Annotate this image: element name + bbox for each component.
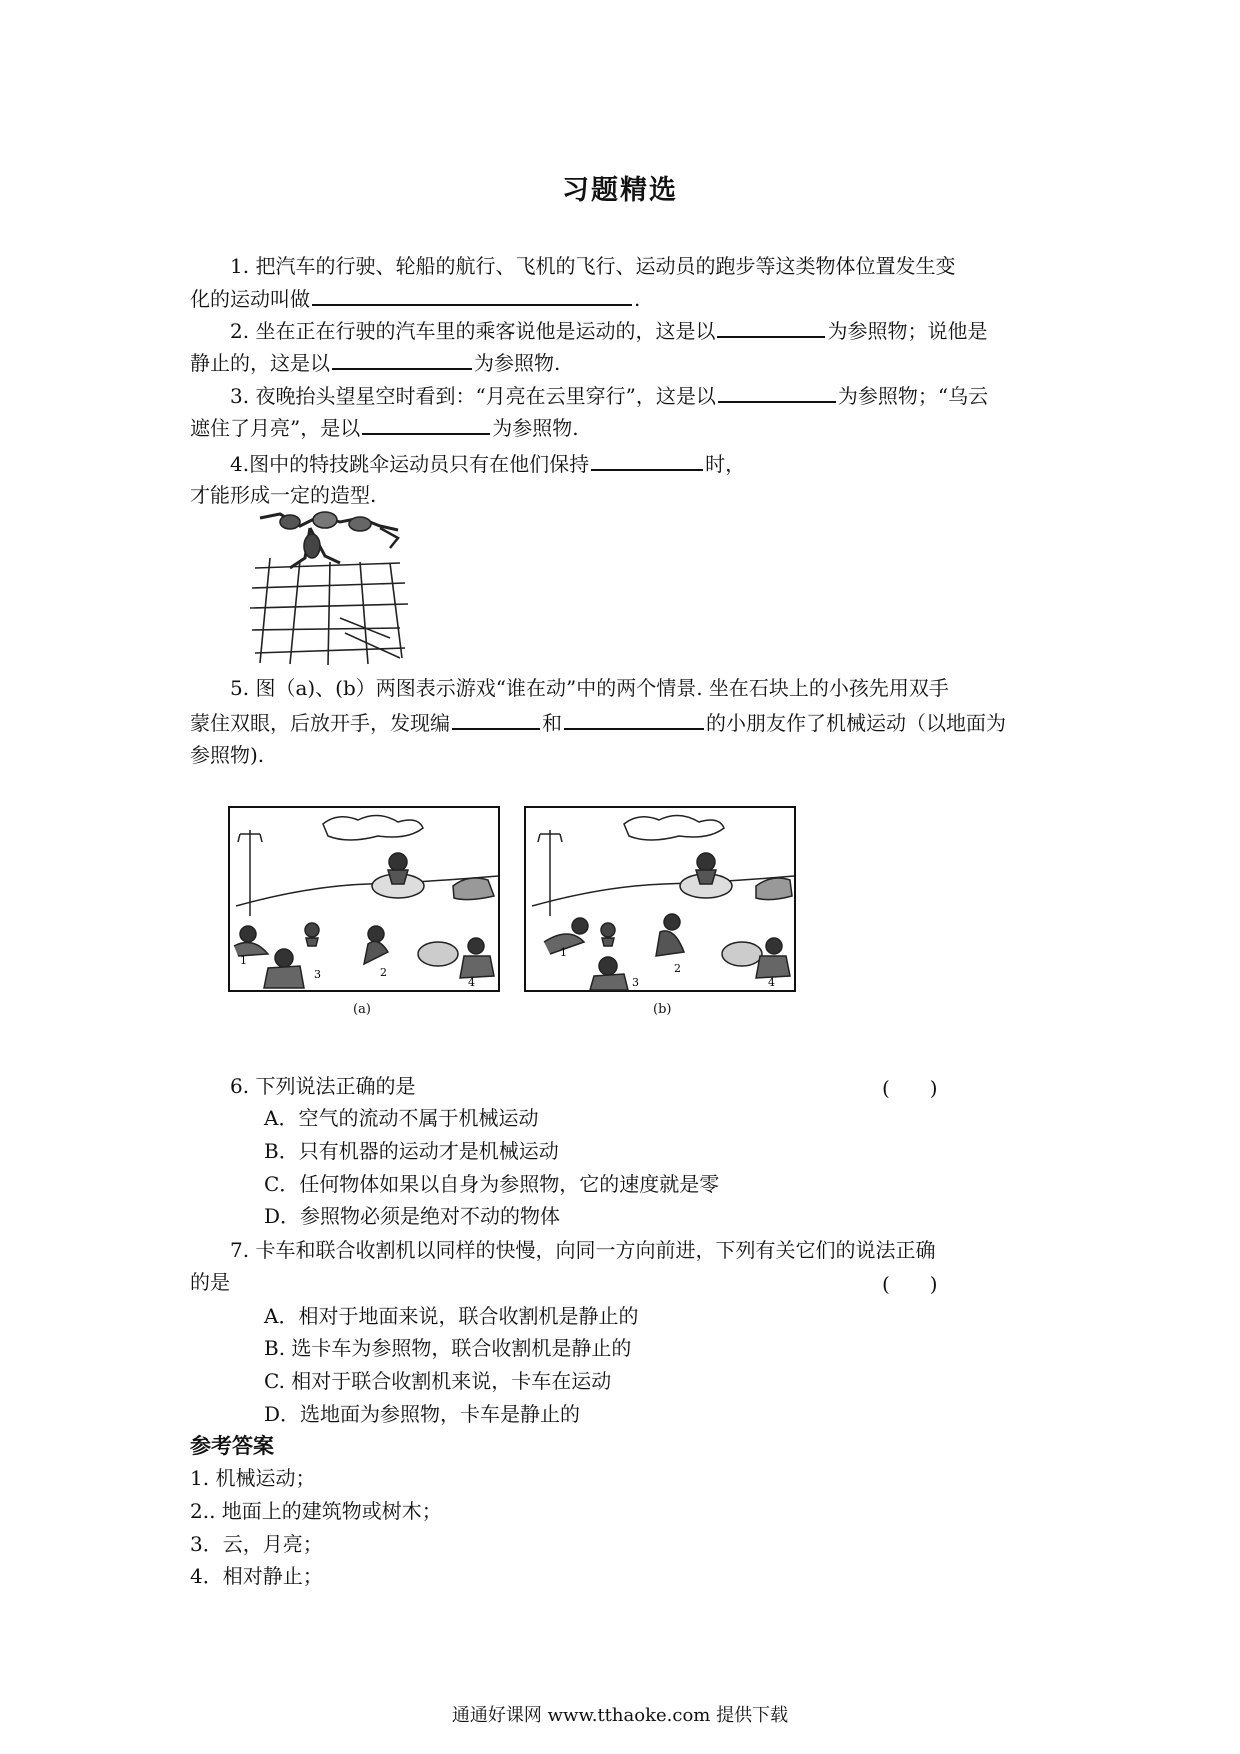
q4-text-b: 时，	[705, 452, 746, 476]
answers-title: 参考答案	[190, 1433, 274, 1458]
answer-item-2: 2.. 地面上的建筑物或树木；	[190, 1499, 442, 1523]
q3-text-c: 遮住了月亮”，是以	[190, 416, 361, 440]
answer-item-4: 4．相对静止；	[190, 1564, 323, 1588]
q6-answer-paren[interactable]: ( )	[882, 1076, 938, 1100]
q1-text-b: .	[634, 287, 641, 311]
q2-text-b: 为参照物；说他是	[827, 319, 988, 343]
q1-text-a: 化的运动叫做	[190, 287, 310, 311]
q1-line2	[190, 284, 640, 313]
q1-blank[interactable]	[312, 284, 632, 306]
figure-b-number-1: 1	[560, 946, 567, 959]
figure-b	[524, 806, 796, 994]
q5-line2	[190, 708, 1006, 737]
figure-b-label: (b)	[653, 1002, 672, 1017]
q3-text-d: 为参照物.	[492, 416, 579, 440]
figure-a	[228, 806, 500, 994]
q2-blank-2[interactable]	[332, 348, 472, 370]
q7-line2: 的是	[190, 1270, 230, 1294]
page-footer: 通通好课网 www.tthaoke.com 提供下载	[451, 1705, 789, 1726]
q5-blank-1[interactable]	[452, 708, 540, 730]
q5-text-a: 蒙住双眼，后放开手，发现编	[190, 711, 450, 735]
q4-line1	[230, 449, 745, 478]
answer-item-1: 1. 机械运动；	[190, 1466, 316, 1490]
q2-text-c: 静止的，这是以	[190, 351, 330, 375]
q5-line3: 参照物).	[190, 743, 265, 767]
figure-a-number-1: 1	[240, 954, 247, 967]
q7-option-b[interactable]: B. 选卡车为参照物，联合收割机是静止的	[264, 1336, 632, 1360]
q2-line1	[230, 316, 987, 345]
q3-text-b: 为参照物；“乌云	[837, 384, 989, 408]
figure-a-number-2: 2	[380, 966, 387, 979]
q2-text-d: 为参照物.	[474, 351, 561, 375]
page-title: 习题精选	[562, 175, 678, 206]
q5-text-b: 和	[542, 711, 562, 735]
figure-b-number-2: 2	[674, 962, 681, 975]
q3-blank-1[interactable]	[718, 381, 836, 403]
q6-option-c[interactable]: C．任何物体如果以自身为参照物，它的速度就是零	[264, 1172, 720, 1196]
q6-stem: 6. 下列说法正确的是	[230, 1074, 416, 1098]
q2-line2	[190, 348, 560, 377]
q7-answer-paren[interactable]: ( )	[882, 1272, 938, 1296]
q5-blank-2[interactable]	[564, 708, 704, 730]
q7-option-c[interactable]: C. 相对于联合收割机来说，卡车在运动	[264, 1369, 612, 1393]
answer-item-3: 3．云，月亮；	[190, 1532, 323, 1556]
q7-option-d[interactable]: D．选地面为参照物，卡车是静止的	[264, 1402, 581, 1426]
q1-line1: 1. 把汽车的行驶、轮船的航行、飞机的飞行、运动员的跑步等这类物体位置发生变	[230, 254, 956, 278]
figure-a-number-3: 3	[314, 968, 321, 981]
q3-line2	[190, 413, 579, 442]
q6-option-d[interactable]: D．参照物必须是绝对不动的物体	[264, 1204, 561, 1228]
q4-text-a: 4.图中的特技跳伞运动员只有在他们保持	[230, 452, 590, 476]
q4-blank[interactable]	[591, 449, 703, 471]
q7-option-a[interactable]: A．相对于地面来说，联合收割机是静止的	[264, 1304, 639, 1328]
q4-line2: 才能形成一定的造型.	[190, 483, 377, 507]
figure-a-label: (a)	[353, 1002, 371, 1017]
figure-a-number-4: 4	[468, 976, 475, 989]
q7-line1: 7. 卡车和联合收割机以同样的快慢，向同一方向前进，下列有关它们的说法正确	[230, 1238, 936, 1262]
q3-blank-2[interactable]	[362, 413, 490, 435]
figure-b-number-3: 3	[632, 976, 639, 989]
skydivers-illustration	[250, 508, 410, 666]
q5-line1: 5. 图（a)、(b）两图表示游戏“谁在动”中的两个情景. 坐在石块上的小孩先用双手	[230, 676, 949, 700]
q3-text-a: 3. 夜晚抬头望星空时看到：“月亮在云里穿行”，这是以	[230, 384, 716, 408]
q6-option-b[interactable]: B．只有机器的运动才是机械运动	[264, 1139, 559, 1163]
q3-line1	[230, 381, 988, 410]
figure-b-number-4: 4	[768, 976, 775, 989]
q6-option-a[interactable]: A．空气的流动不属于机械运动	[264, 1106, 539, 1130]
q2-text-a: 2. 坐在正在行驶的汽车里的乘客说他是运动的，这是以	[230, 319, 716, 343]
q5-text-c: 的小朋友作了机械运动（以地面为	[706, 711, 1006, 735]
q2-blank-1[interactable]	[717, 316, 825, 338]
